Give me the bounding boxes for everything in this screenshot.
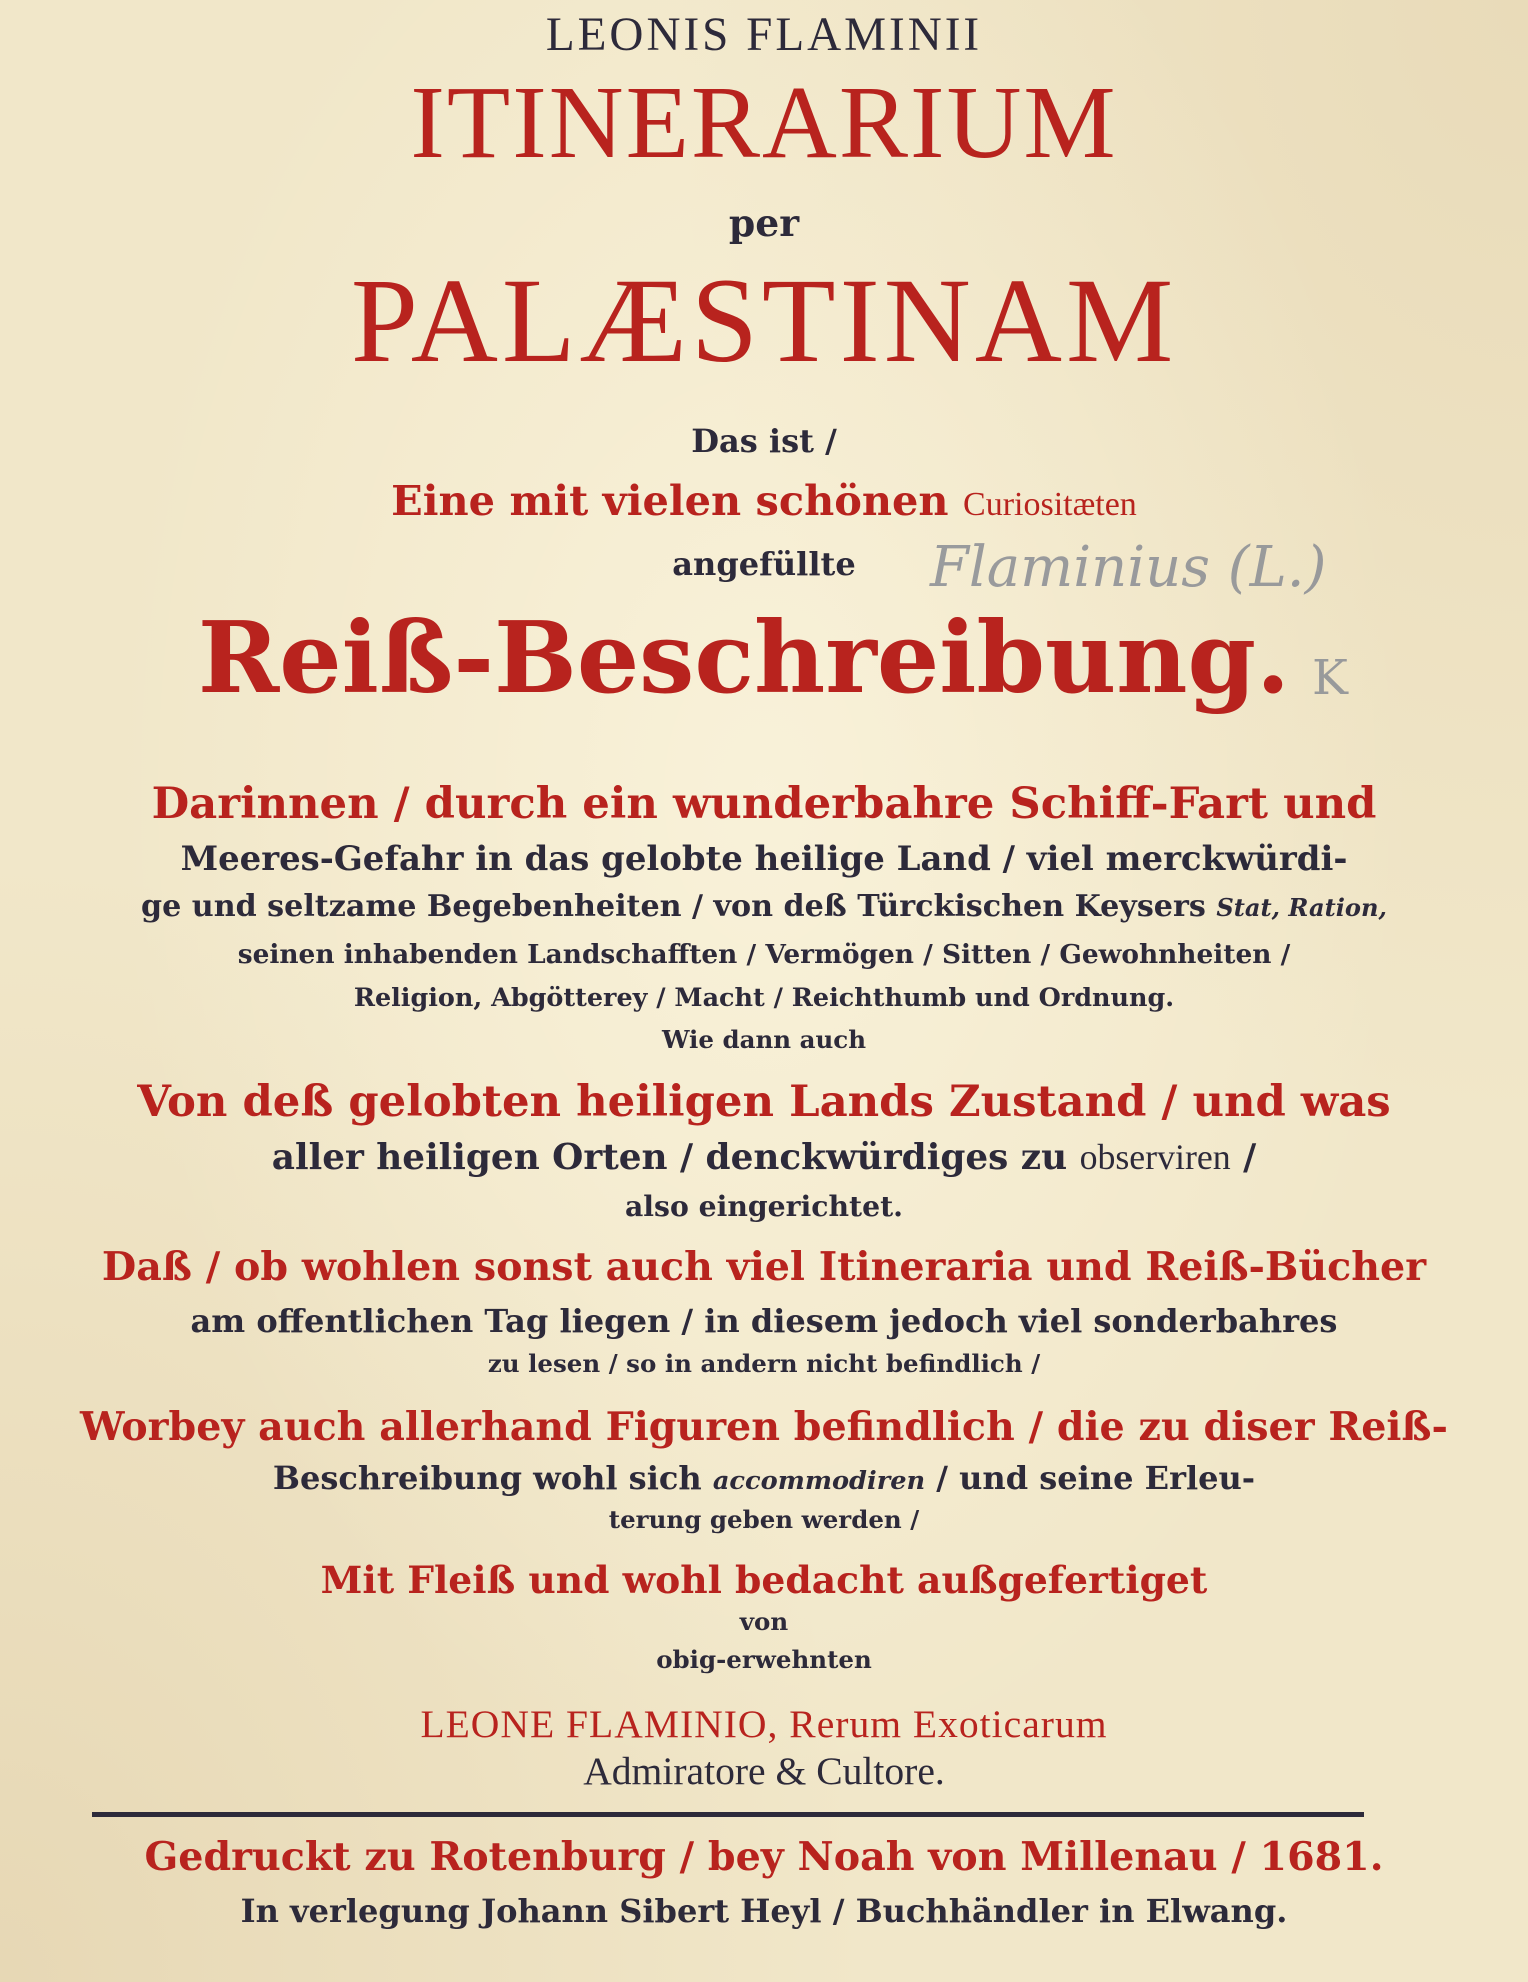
von-line-2b: observiren <box>1079 1137 1231 1177</box>
imprint-line-2: In verlegung Johann Sibert Heyl / Buchhändler in Elwang. <box>240 1892 1288 1930</box>
subtitle-part1: Eine mit vielen schönen <box>391 476 949 525</box>
von-line-2c: / <box>1243 1136 1257 1178</box>
desc-line-3 <box>0 889 1528 924</box>
obig-erwehnten: obig-erwehnten <box>656 1645 872 1674</box>
title-place: PALÆSTINAM <box>350 255 1178 388</box>
author-title: Admiratore & Cultore. <box>583 1749 945 1793</box>
dass-line-1: Daß / ob wohlen sonst auch viel Itineraria und Reiß-Bücher <box>101 1244 1427 1290</box>
subtitle-part2: Curiositæten <box>963 486 1137 523</box>
worbey-line-1: Worbey auch allerhand Figuren befindlich / die zu diser Reiß- <box>80 1404 1448 1450</box>
imprint-line-1: Gedruckt zu Rotenburg / bey Noah von Millenau / 1681. <box>144 1834 1384 1880</box>
reiss-beschreibung: Reiß-Beschreibung. <box>197 601 1291 716</box>
mit-fleiss: Mit Fleiß und wohl bedacht außgefertiget <box>320 1558 1208 1602</box>
author-line: LEONIS FLAMINII <box>545 9 983 61</box>
angefuellte: angefüllte <box>672 545 856 583</box>
von-line-2a: aller heiligen Orten / denckwürdiges zu <box>271 1136 1068 1178</box>
desc-line-2: Meeres-Gefahr in das gelobte heilige Land / viel merckwürdi- <box>180 838 1348 878</box>
das-ist: Das ist / <box>691 422 837 460</box>
author-full: LEONE FLAMINIO, Rerum Exoticarum <box>420 1702 1108 1746</box>
title-main: ITINERARIUM <box>410 66 1118 180</box>
desc-line-4: seinen inhabenden Landschafften / Vermögen / Sitten / Gewohnheiten / <box>237 939 1291 970</box>
pencil-annotation-mark: K <box>1312 650 1348 706</box>
wie-dann-auch: Wie dann auch <box>661 1025 867 1054</box>
dass-line-2: am offentlichen Tag liegen / in diesem jedoch viel sonderbahres <box>190 1302 1338 1340</box>
von-line-1: Von deß gelobten heiligen Lands Zustand / und was <box>137 1076 1391 1127</box>
divider-rule <box>92 1812 1364 1817</box>
worbey-line-3: terung geben werden / <box>608 1505 920 1534</box>
per-text: per <box>728 201 800 245</box>
von-line-2 <box>0 1136 1528 1178</box>
worbey-line-2a: Beschreibung wohl sich <box>272 1459 702 1497</box>
desc-line-5: Religion, Abgötterey / Macht / Reichthumb und Ordnung. <box>353 982 1175 1012</box>
dass-line-3: zu lesen / so in andern nicht befindlich / <box>487 1349 1041 1378</box>
pencil-annotation-name: Flaminius (L.) <box>930 535 1327 600</box>
worbey-line-2 <box>0 1459 1528 1497</box>
worbey-line-2b: accommodiren <box>712 1466 926 1496</box>
von-text: von <box>739 1607 789 1636</box>
desc-line-1: Darinnen / durch ein wunderbahre Schiff-Fart und <box>151 778 1377 829</box>
worbey-line-2c: / und seine Erleu- <box>936 1459 1256 1497</box>
desc-line-3a: ge und seltzame Begebenheiten / von deß Türckischen Keysers <box>141 889 1206 924</box>
von-line-3: also eingerichtet. <box>624 1189 903 1223</box>
desc-line-3b: Stat, Ration, <box>1216 893 1387 922</box>
subtitle-line <box>0 476 1528 525</box>
